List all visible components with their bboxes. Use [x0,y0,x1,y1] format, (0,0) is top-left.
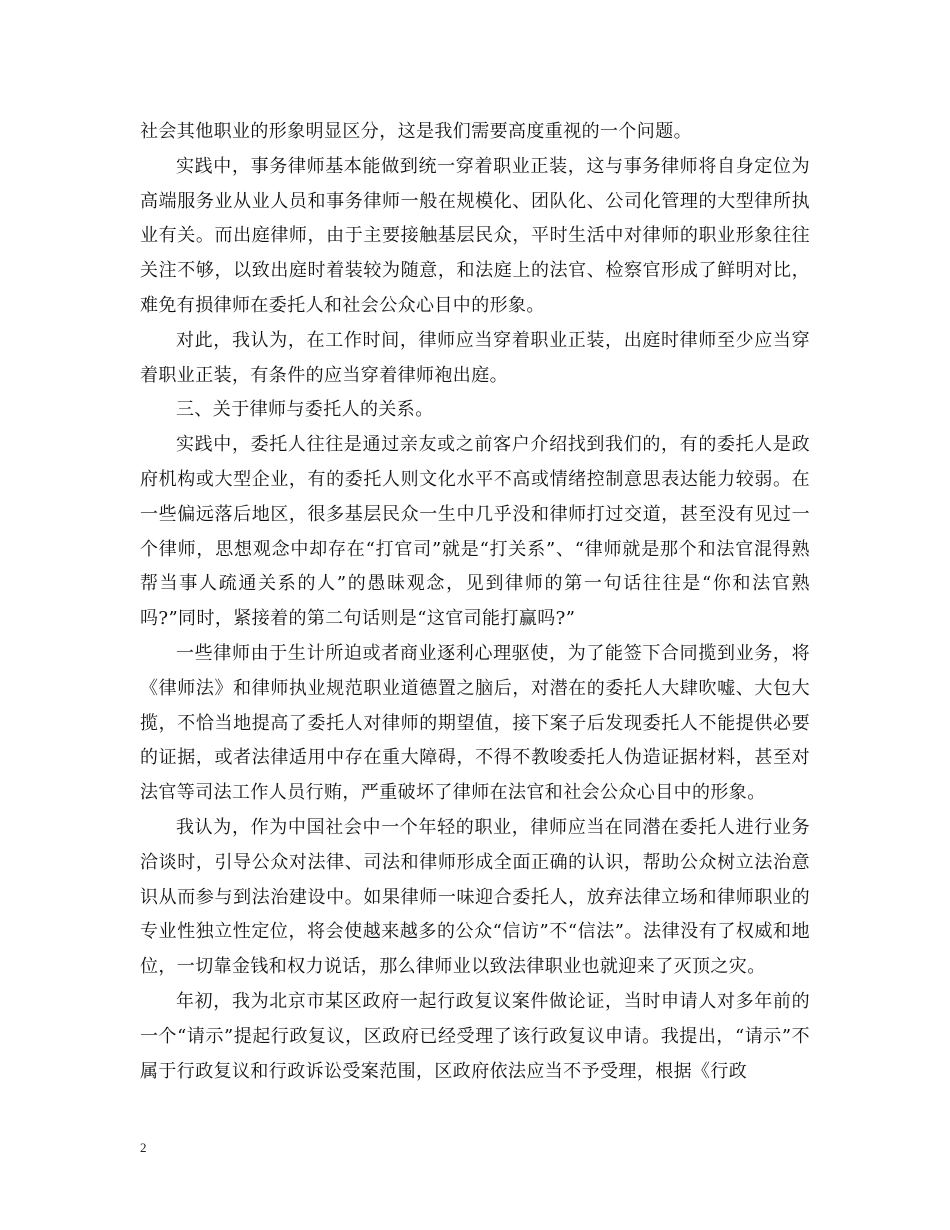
paragraph-attire-practice: 实践中，事务律师基本能做到统一穿着职业正装，这与事务律师将自身定位为高端服务业从业人员和事务律师一般在规模化、团队化、公司化管理的大型律所执业有关。而出庭律师，由于主要接触基层民众，平时生活中对律师的职业形象往往关注不够，以致出庭时着装较为随意，和法庭上的法官、检察官形成了鲜明对比，难免有损律师在委托人和社会公众心目中的形象。 [140,155,810,316]
paragraph-case-example: 年初，我为北京市某区政府一起行政复议案件做论证，当时申请人对多年前的一个“请示”提起行政复议，区政府已经受理了该行政复议申请。我提出，“请示”不属于行政复议和行政诉讼受案范围，区政府依法应当不予受理，根据《行政 [140,990,810,1082]
body-text [140,115,810,1089]
section-heading-client-relationship: 三、关于律师与委托人的关系。 [176,399,434,421]
paragraph-attire-opinion: 对此，我认为，在工作时间，律师应当穿着职业正装，出庭时律师至少应当穿着职业正装，有条件的应当穿着律师袍出庭。 [140,329,810,386]
paragraph-continuation: 社会其他职业的形象明显区分，这是我们需要高度重视的一个问题。 [140,121,692,142]
page-number: 2 [140,1140,147,1155]
paragraph-lawyer-role: 我认为，作为中国社会中一个年轻的职业，律师应当在同潜在委托人进行业务洽谈时，引导公众对法律、司法和律师形成全面正确的认识，帮助公众树立法治意识从而参与到法治建设中。如果律师一味迎合委托人，放弃法律立场和律师职业的专业性独立性定位，将会使越来越多的公众“信访”不“信法”。法律没有了权威和地位，一切靠金钱和权力说话，那么律师业以致法律职业也就迎来了灭顶之灾。 [140,816,810,978]
paragraph-misconduct: 一些律师由于生计所迫或者商业逐利心理驱使，为了能签下合同揽到业务，将《律师法》和律师执业规范职业道德置之脑后，对潜在的委托人大肆吹嘘、大包大揽，不恰当地提高了委托人对律师的期望值，接下案子后发现委托人不能提供必要的证据，或者法律适用中存在重大障碍，不得不教唆委托人伪造证据材料，甚至对法官等司法工作人员行贿，严重破坏了律师在法官和社会公众心目中的形象。 [140,642,810,804]
paragraph-client-practice: 实践中，委托人往往是通过亲友或之前客户介绍找到我们的，有的委托人是政府机构或大型企业，有的委托人则文化水平不高或情绪控制意思表达能力较弱。在一些偏远落后地区，很多基层民众一生中几乎没和律师打过交道，甚至没有见过一个律师，思想观念中却存在“打官司”就是“打关系”、“律师就是那个和法官混得熟帮当事人疏通关系的人”的愚昧观念，见到律师的第一句话往往是“你和法官熟吗?”同时，紧接着的第二句话则是“这官司能打赢吗?” [140,434,810,630]
